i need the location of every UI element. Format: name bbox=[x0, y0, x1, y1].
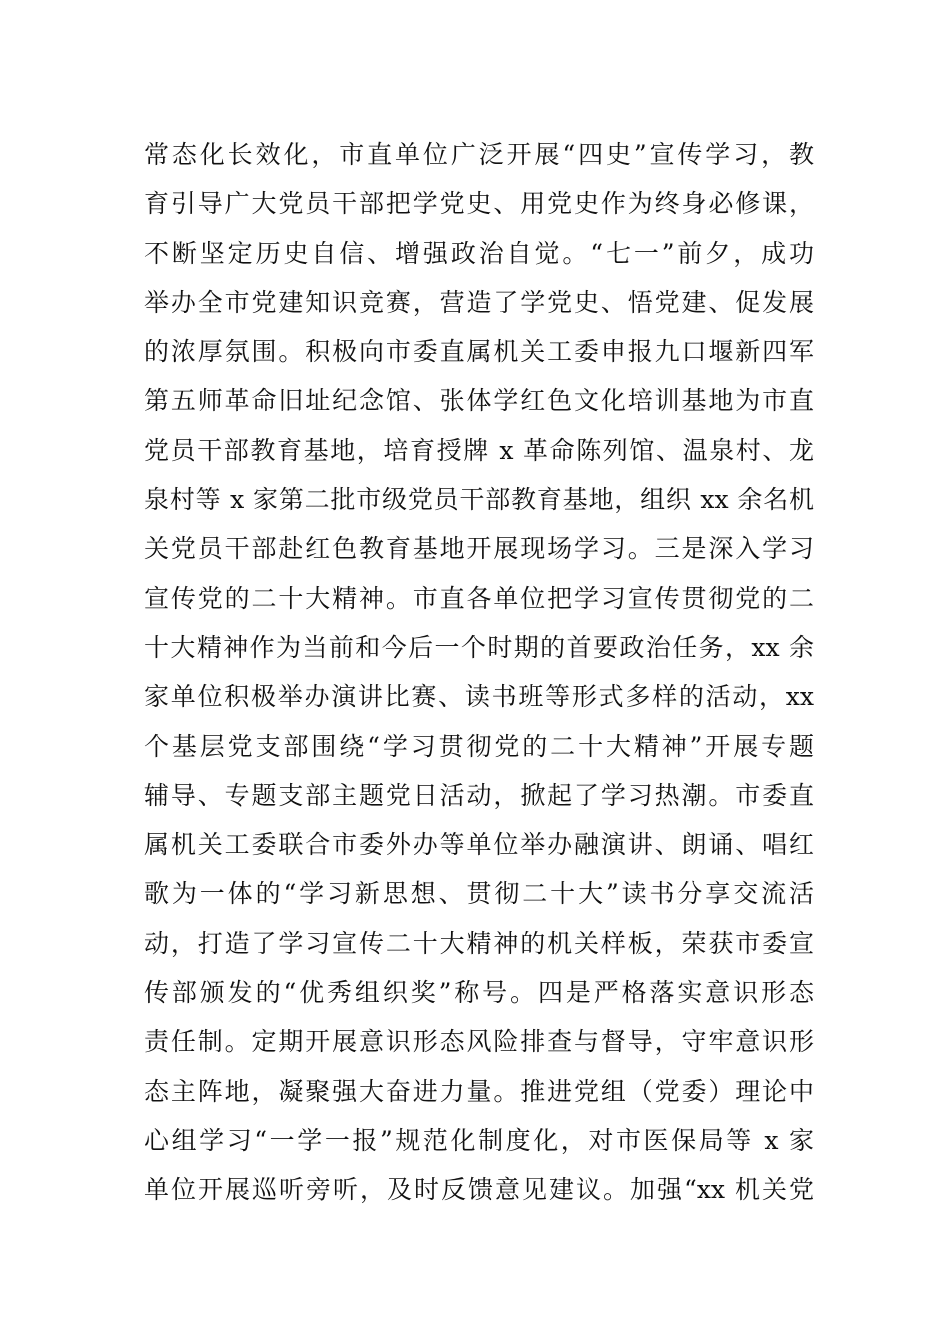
text-line: 的浓厚氛围。积极向市委直属机关工委申报九口堰新四军 bbox=[144, 337, 814, 367]
text-line: 个基层党支部围绕“学习贯彻党的二十大精神”开展专题 bbox=[144, 731, 814, 761]
text-line: 家单位积极举办演讲比赛、读书班等形式多样的活动，xx bbox=[144, 682, 814, 712]
text-line: 常态化长效化，市直单位广泛开展“四史”宣传学习，教 bbox=[144, 140, 814, 169]
text-line: 不断坚定历史自信、增强政治自觉。“七一”前夕，成功 bbox=[144, 238, 814, 268]
text-line: 心组学习“一学一报”规范化制度化，对市医保局等 x 家 bbox=[144, 1125, 814, 1155]
text-line: 属机关工委联合市委外办等单位举办融演讲、朗诵、唱红 bbox=[144, 830, 814, 860]
text-line: 泉村等 x 家第二批市级党员干部教育基地，组织 xx 余名机 bbox=[144, 485, 814, 515]
text-line: 第五师革命旧址纪念馆、张体学红色文化培训基地为市直 bbox=[144, 386, 814, 416]
text-line: 传部颁发的“优秀组织奖”称号。四是严格落实意识形态 bbox=[144, 978, 814, 1008]
text-line: 举办全市党建知识竞赛，营造了学党史、悟党建、促发展 bbox=[144, 287, 814, 317]
text-line: 宣传党的二十大精神。市直各单位把学习宣传贯彻党的二 bbox=[144, 583, 814, 613]
text-line: 十大精神作为当前和今后一个时期的首要政治任务，xx 余 bbox=[144, 632, 814, 662]
text-line: 关党员干部赴红色教育基地开展现场学习。三是深入学习 bbox=[144, 534, 814, 564]
text-line: 党员干部教育基地，培育授牌 x 革命陈列馆、温泉村、龙 bbox=[144, 435, 814, 465]
body-paragraph bbox=[144, 130, 814, 1215]
text-line: 动，打造了学习宣传二十大精神的机关样板，荣获市委宣 bbox=[144, 928, 814, 958]
text-line: 责任制。定期开展意识形态风险排查与督导，守牢意识形 bbox=[144, 1027, 814, 1057]
text-line: 歌为一体的“学习新思想、贯彻二十大”读书分享交流活 bbox=[144, 879, 814, 909]
text-line: 育引导广大党员干部把学党史、用党史作为终身必修课， bbox=[144, 189, 814, 219]
text-line: 辅导、专题支部主题党日活动，掀起了学习热潮。市委直 bbox=[144, 780, 814, 810]
text-line: 态主阵地，凝聚强大奋进力量。推进党组（党委）理论中 bbox=[144, 1076, 814, 1106]
text-line: 单位开展巡听旁听，及时反馈意见建议。加强“xx 机关党 bbox=[144, 1175, 814, 1205]
